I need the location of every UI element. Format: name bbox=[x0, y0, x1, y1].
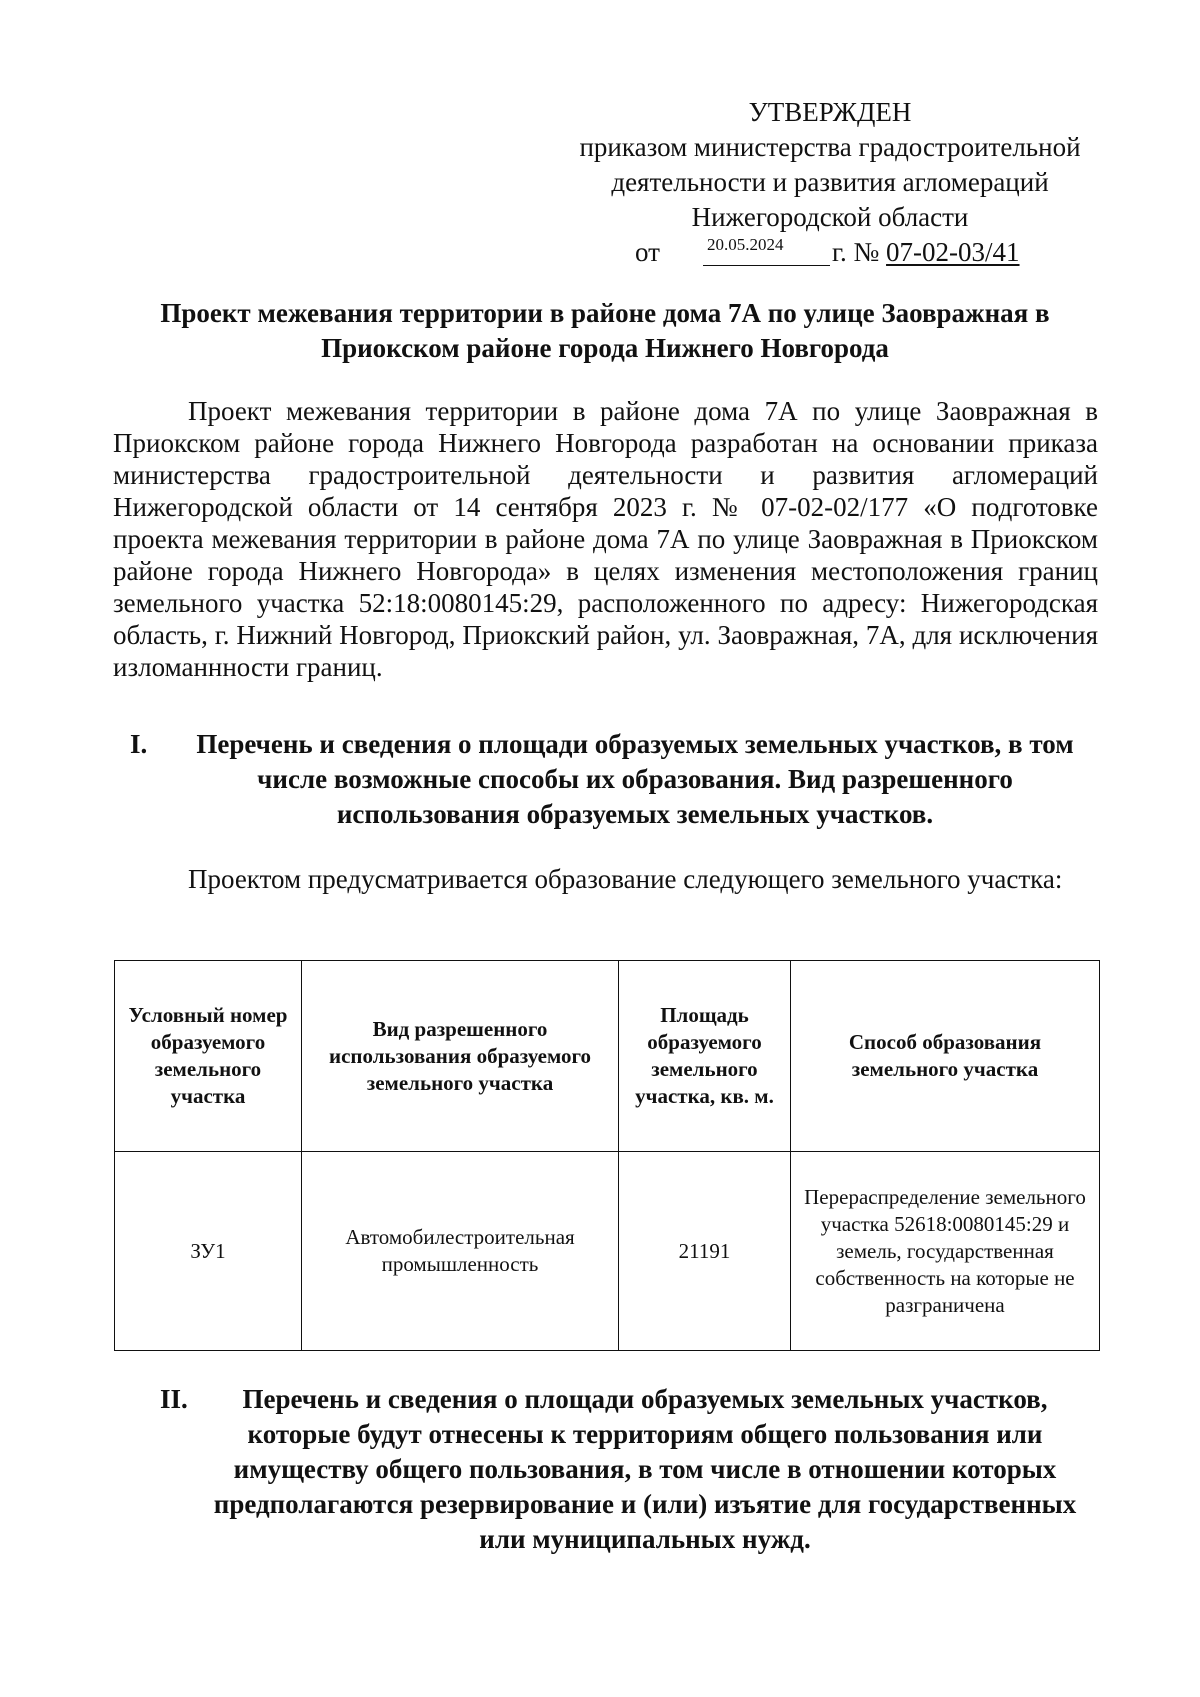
header-parcel-number: Условный номер образуемого земельного участка bbox=[115, 961, 302, 1152]
document-title bbox=[110, 296, 1100, 366]
approval-heading: УТВЕРЖДЕН bbox=[748, 97, 912, 127]
header-permitted-use: Вид разрешенного использования образуемого земельного участка bbox=[302, 961, 619, 1152]
title-line-2: Приокском районе города Нижнего Новгорода bbox=[321, 333, 889, 363]
approval-line-2: деятельности и развития агломераций bbox=[611, 167, 1049, 197]
table-header-row bbox=[115, 961, 1100, 1152]
parcel-table bbox=[114, 960, 1100, 1351]
title-line-1: Проект межевания территории в районе дома 7А по улице Заовражная в bbox=[160, 298, 1050, 328]
cell-permitted-use: Автомобилестроительная промышленность bbox=[302, 1152, 619, 1351]
section-1-number: I. bbox=[130, 729, 148, 759]
approval-date: 20.05.2024 bbox=[707, 235, 784, 254]
approval-date-line bbox=[560, 235, 1100, 270]
project-sentence: Проектом предусматривается образование следующего земельного участка: bbox=[188, 864, 1063, 894]
order-number: 07-02-03/41 bbox=[886, 237, 1020, 267]
order-number-label: г. № bbox=[832, 237, 880, 267]
section-1-heading bbox=[130, 727, 1100, 832]
section-1-text: Перечень и сведения о площади образуемых земельных участков, в том числе возможные способы их образования. Вид разрешенного использования образуемых земельных участков. bbox=[196, 729, 1074, 829]
cell-area: 21191 bbox=[619, 1152, 791, 1351]
date-underline bbox=[703, 237, 830, 266]
approval-stamp bbox=[560, 95, 1100, 270]
header-formation-method: Способ образования земельного участка bbox=[791, 961, 1100, 1152]
section-2-number: II. bbox=[160, 1384, 188, 1414]
section-2-heading bbox=[160, 1382, 1100, 1557]
intro-paragraph: Проект межевания территории в районе дома 7А по улице Заовражная в Приокском районе города Нижнего Новгорода разработан на основании приказа министерства градостроительной деятельности и развития агломераций Нижегородской области от 14 сентября 2023 г. № 07-02-02/177 «О подготовке проекта межевания территории в районе дома 7А по улице Заовражная в Приокском районе города Нижнего Новгорода» в целях изменения местоположения границ земельного участка 52:18:0080145:29, расположенного по адресу: Нижегородская область, г. Нижний Новгород, Приокский район, ул. Заовражная, 7А, для исключения изломаннности границ. bbox=[113, 396, 1098, 682]
section-2-text: Перечень и сведения о площади образуемых земельных участков, которые будут отнесены к территориям общего пользования или имуществу общего пользования, в том числе в отношении которых предполагаются резервирование и (или) изъятие для государственных или муниципальных нужд. bbox=[213, 1384, 1077, 1554]
from-label: от bbox=[635, 237, 660, 267]
order-number-group bbox=[832, 235, 1020, 270]
approval-line-3: Нижегородской области bbox=[691, 202, 969, 232]
approval-line-1: приказом министерства градостроительной bbox=[579, 132, 1081, 162]
table-row bbox=[115, 1152, 1100, 1351]
header-area: Площадь образуемого земельного участка, кв. м. bbox=[619, 961, 791, 1152]
cell-parcel-number: ЗУ1 bbox=[115, 1152, 302, 1351]
cell-formation-method: Перераспределение земельного участка 52618:0080145:29 и земель, государственная собственность на которые не разграничена bbox=[791, 1152, 1100, 1351]
